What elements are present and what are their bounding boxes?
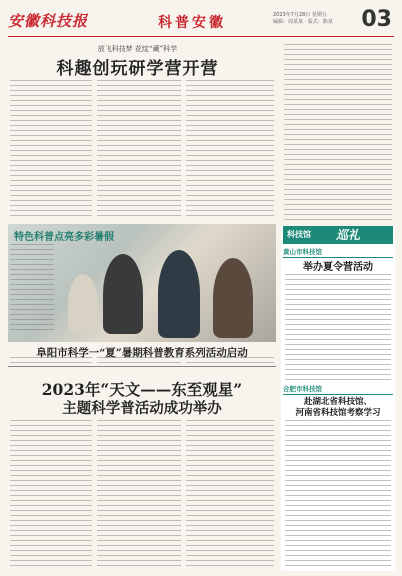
- article3-body: [10, 420, 92, 570]
- section-title: 科普安徽: [158, 15, 226, 31]
- photo-figure: [213, 258, 253, 338]
- issue-date: 2023年7月28日 星期五: [273, 12, 327, 18]
- newspaper-logo: 安徽科技报: [8, 12, 89, 30]
- divider-line: [8, 366, 276, 367]
- sidebar-block2-title-line1: 赴湖北省科技馆、: [303, 397, 372, 407]
- photo-caption-side: [8, 224, 58, 342]
- sidebar-block2-city: 合肥市科技馆: [283, 384, 393, 395]
- photo-caption-title: 特色科普点亮多彩暑假: [14, 232, 114, 243]
- article2-body-col2: [97, 357, 181, 365]
- article3-headline-line1: 2023年“天文——东至观星”: [41, 380, 243, 399]
- sidebar-block1-body: [285, 274, 391, 380]
- photo-figure: [158, 250, 200, 338]
- sidebar-block2-title-line2: 河南省科技馆考察学习: [295, 408, 381, 418]
- article1-body-col3: [186, 80, 274, 220]
- photo-figure: [68, 274, 98, 334]
- article2-headline: 阜阳市科学一“夏”暑期科普教育系列活动启动: [36, 347, 248, 359]
- article1-body-col2: [97, 80, 181, 220]
- article3-body-col2: [97, 420, 181, 570]
- sidebar-block2-body: [285, 420, 391, 570]
- article2-body-col3: [186, 357, 274, 365]
- editor-credit: 编辑：周某某 · 版式：陈某: [273, 19, 333, 25]
- sidebar-tag-label: 科技馆: [287, 229, 311, 239]
- article2-body: [10, 357, 92, 365]
- top-right-body: [284, 44, 392, 220]
- photo-figure: [103, 254, 143, 334]
- sidebar-tag-script: 巡礼: [336, 228, 361, 242]
- article1-body: [10, 80, 92, 220]
- dateline: [273, 12, 333, 26]
- article1-headline: 科趣创玩研学营开营: [56, 59, 219, 79]
- masthead: [8, 6, 394, 37]
- sidebar-block1-title: 举办夏令营活动: [303, 262, 373, 273]
- article3-body-col3: [186, 420, 274, 570]
- photo-caption-text: [10, 244, 54, 334]
- article3-headline-line2: 主题科学普活动成功举办: [62, 400, 222, 417]
- article1-subtitle: 放飞科技梦 花绽“藏”科学: [97, 45, 178, 53]
- sidebar-block1-city: 黄山市科技馆: [283, 247, 393, 258]
- page-number: 03: [361, 7, 392, 32]
